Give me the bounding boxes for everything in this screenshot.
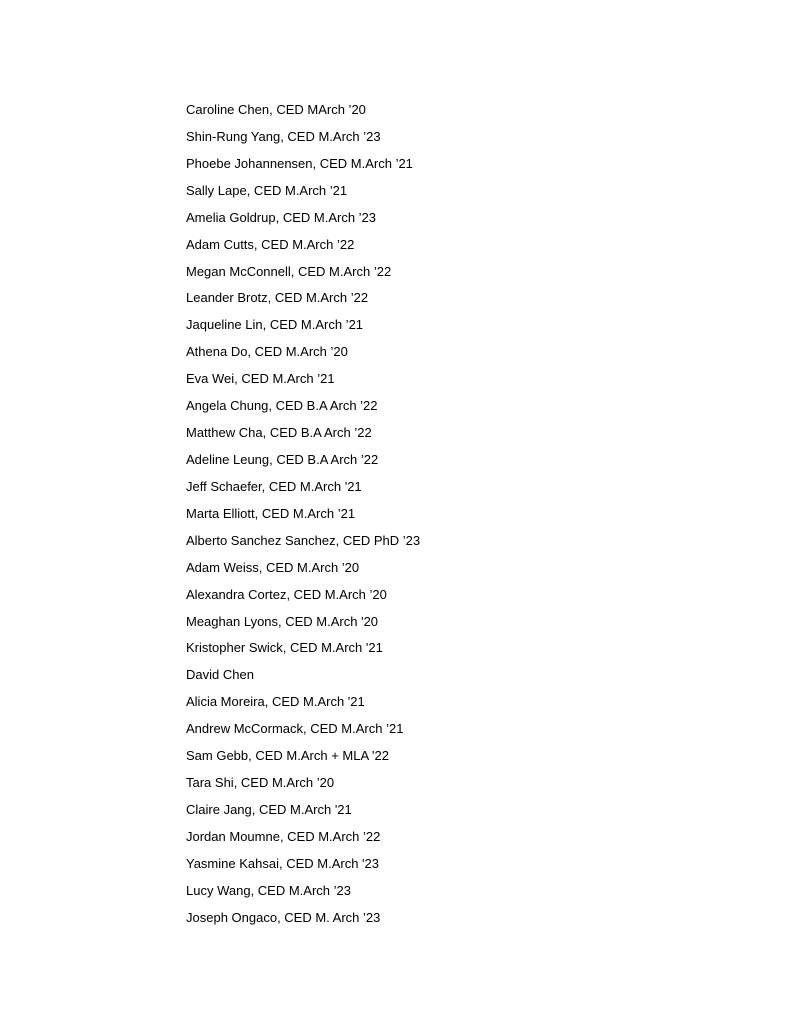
list-item: Sally Lape, CED M.Arch ’21 — [186, 182, 348, 198]
list-item: Eva Wei, CED M.Arch ’21 — [186, 371, 335, 387]
list-item: Marta Elliott, CED M.Arch ’21 — [186, 505, 356, 521]
list-item: Yasmine Kahsai, CED M.Arch '23 — [186, 855, 379, 871]
list-item: Sam Gebb, CED M.Arch + MLA '22 — [186, 748, 389, 764]
list-item: Megan McConnell, CED M.Arch ’22 — [186, 263, 392, 279]
list-item: Meaghan Lyons, CED M.Arch '20 — [186, 613, 379, 629]
list-item: Adam Weiss, CED M.Arch ’20 — [186, 559, 360, 575]
list-item: Alberto Sanchez Sanchez, CED PhD ’23 — [186, 532, 421, 548]
list-item: Lucy Wang, CED M.Arch ’23 — [186, 882, 351, 898]
list-item: Caroline Chen, CED MArch ’20 — [186, 102, 366, 117]
list-item: David Chen — [186, 667, 254, 683]
list-item: Amelia Goldrup, CED M.Arch ’23 — [186, 209, 377, 225]
list-item: Alicia Moreira, CED M.Arch '21 — [186, 694, 365, 710]
list-item: Shin-Rung Yang, CED M.Arch ’23 — [186, 128, 381, 144]
list-item: Adeline Leung, CED B.A Arch ’22 — [186, 451, 379, 467]
list-item: Alexandra Cortez, CED M.Arch ’20 — [186, 586, 387, 602]
list-item: Matthew Cha, CED B.A Arch ’22 — [186, 425, 372, 441]
list-item: Athena Do, CED M.Arch ’20 — [186, 344, 348, 360]
list-item: Angela Chung, CED B.A Arch ’22 — [186, 398, 378, 414]
name-list — [186, 101, 420, 936]
list-item: Joseph Ongaco, CED M. Arch ’23 — [186, 909, 381, 925]
list-item: Andrew McCormack, CED M.Arch ’21 — [186, 721, 404, 737]
list-item: Tara Shi, CED M.Arch ’20 — [186, 775, 335, 791]
list-item: Kristopher Swick, CED M.Arch '21 — [186, 640, 383, 656]
list-item: Phoebe Johannensen, CED M.Arch ’21 — [186, 155, 413, 171]
list-item: Leander Brotz, CED M.Arch ’22 — [186, 290, 369, 306]
list-item: Claire Jang, CED M.Arch '21 — [186, 801, 352, 817]
list-item: Adam Cutts, CED M.Arch ’22 — [186, 236, 355, 252]
list-item: Jaqueline Lin, CED M.Arch ’21 — [186, 317, 364, 333]
list-item: Jeff Schaefer, CED M.Arch '21 — [186, 478, 362, 494]
list-item: Jordan Moumne, CED M.Arch ’22 — [186, 828, 381, 844]
